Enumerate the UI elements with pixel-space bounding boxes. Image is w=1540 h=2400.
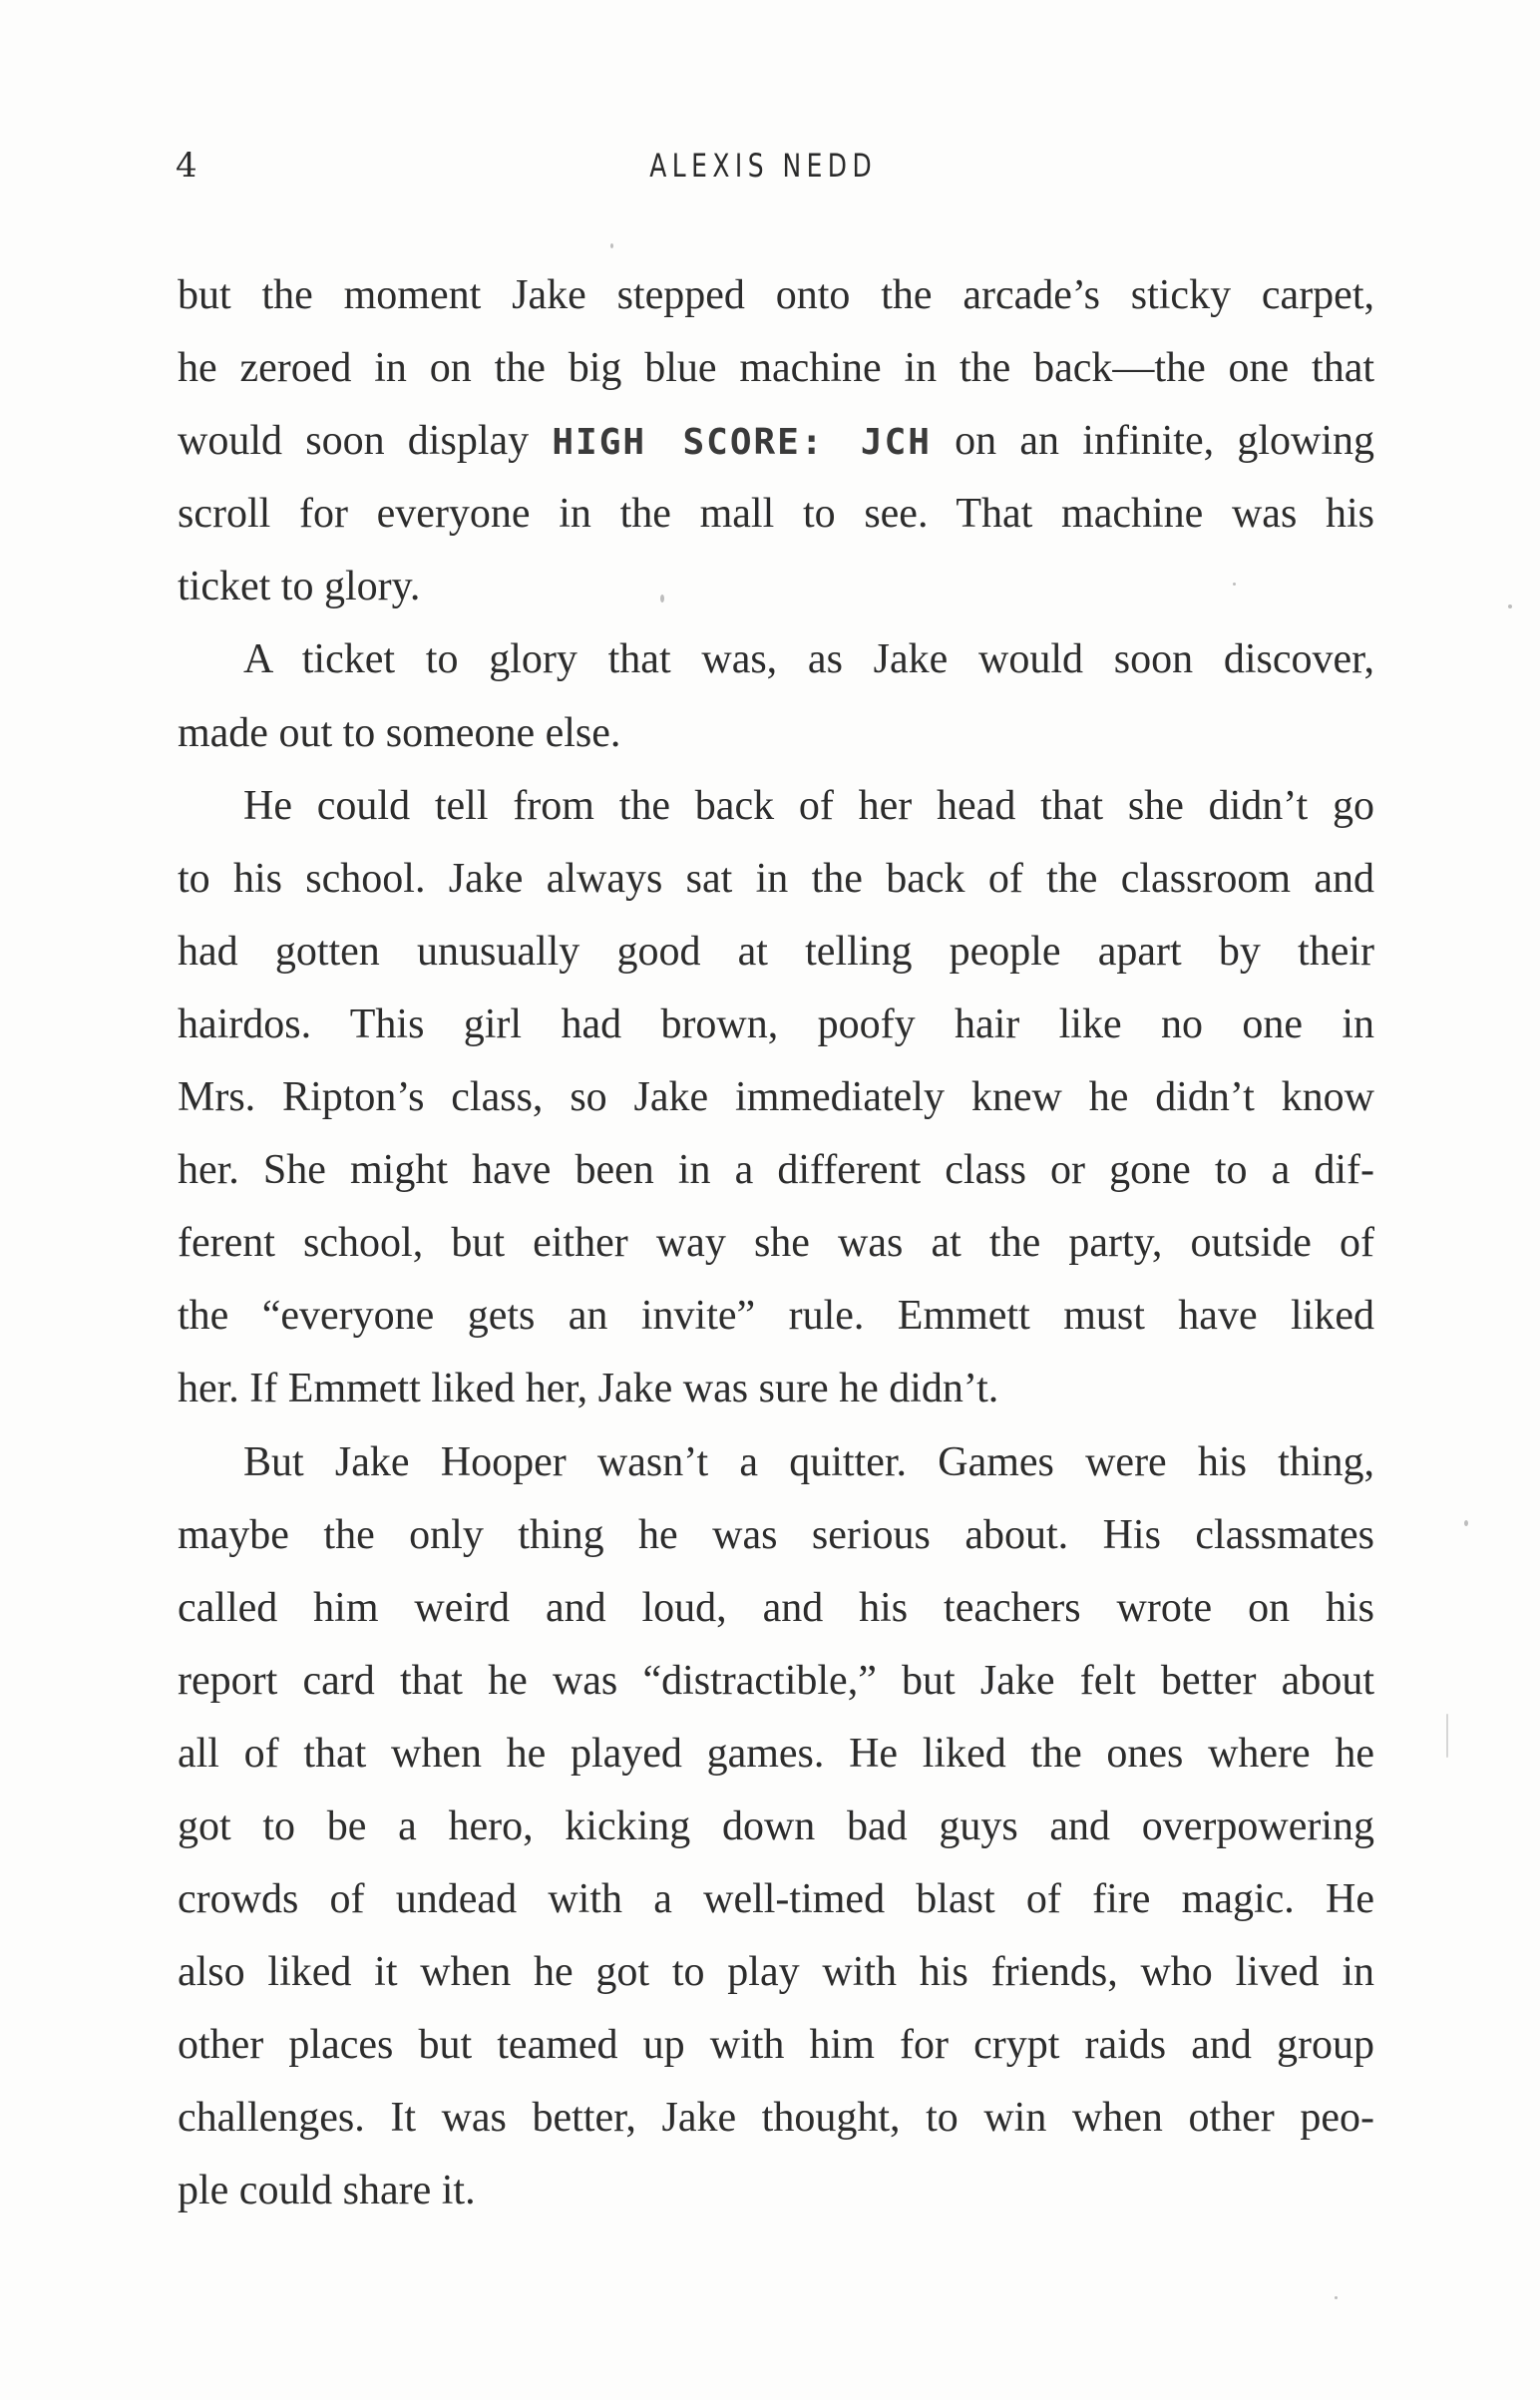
scan-speck	[1508, 604, 1512, 608]
text-line: A ticket to glory that was, as Jake would soon discover,	[243, 636, 1374, 683]
text-line: hairdos. This girl had brown, poofy hair like no one in	[178, 1000, 1374, 1047]
scan-speck	[1464, 1520, 1468, 1526]
page-number: 4	[176, 146, 197, 186]
text-line: ticket to glory.	[178, 564, 421, 610]
text-line: crowds of undead with a well-timed blast of fire magic. He	[178, 1876, 1374, 1923]
text-fragment: on an infinite, glowing	[931, 418, 1374, 465]
text-line: but the moment Jake stepped onto the arcade’s sticky carpet,	[178, 272, 1374, 318]
body-text	[178, 259, 1374, 2228]
text-line: also liked it when he got to play with his friends, who lived in	[178, 1949, 1374, 1996]
text-line: her. If Emmett liked her, Jake was sure he didn’t.	[178, 1366, 999, 1412]
text-line: all of that when he played games. He liked the ones where he	[178, 1730, 1374, 1777]
text-line: got to be a hero, kicking down bad guys and overpowering	[178, 1802, 1374, 1849]
text-line: made out to someone else.	[178, 709, 621, 756]
text-line: scroll for everyone in the mall to see. That machine was his	[178, 491, 1374, 538]
text-line	[178, 405, 1374, 478]
scan-speck	[1335, 2296, 1338, 2299]
text-line: the “everyone gets an invite” rule. Emmett must have liked	[178, 1293, 1374, 1340]
text-fragment: would soon display	[178, 418, 553, 465]
text-line: He could tell from the back of her head that she didn’t go	[243, 782, 1374, 829]
scan-speck	[610, 243, 613, 248]
text-line: ple could share it.	[178, 2168, 476, 2214]
scan-speck	[1446, 1714, 1448, 1758]
text-line: other places but teamed up with him for crypt raids and group	[178, 2022, 1374, 2069]
text-line: had gotten unusually good at telling people apart by their	[178, 928, 1374, 975]
text-line: to his school. Jake always sat in the back of the classroom and	[178, 855, 1374, 902]
text-line: Mrs. Ripton’s class, so Jake immediately knew he didn’t know	[178, 1074, 1374, 1121]
scan-speck	[660, 595, 664, 602]
text-line: he zeroed in on the big blue machine in the back—the one that	[178, 345, 1374, 392]
text-line: But Jake Hooper wasn’t a quitter. Games were his thing,	[243, 1438, 1374, 1485]
text-line: maybe the only thing he was serious about. His classmates	[178, 1511, 1374, 1558]
text-line: report card that he was “distractible,” but Jake felt better about	[178, 1657, 1374, 1704]
text-line: ferent school, but either way she was at the party, outside of	[178, 1220, 1374, 1267]
scan-speck	[1233, 583, 1236, 586]
running-head: ALEXIS NEDD	[649, 147, 878, 185]
text-line: called him weird and loud, and his teachers wrote on his	[178, 1584, 1374, 1631]
text-line: her. She might have been in a different class or gone to a dif-	[178, 1147, 1374, 1194]
arcade-display-text: HIGH SCORE: JCH	[552, 422, 932, 464]
text-line: challenges. It was better, Jake thought, to win when other peo-	[178, 2095, 1374, 2142]
